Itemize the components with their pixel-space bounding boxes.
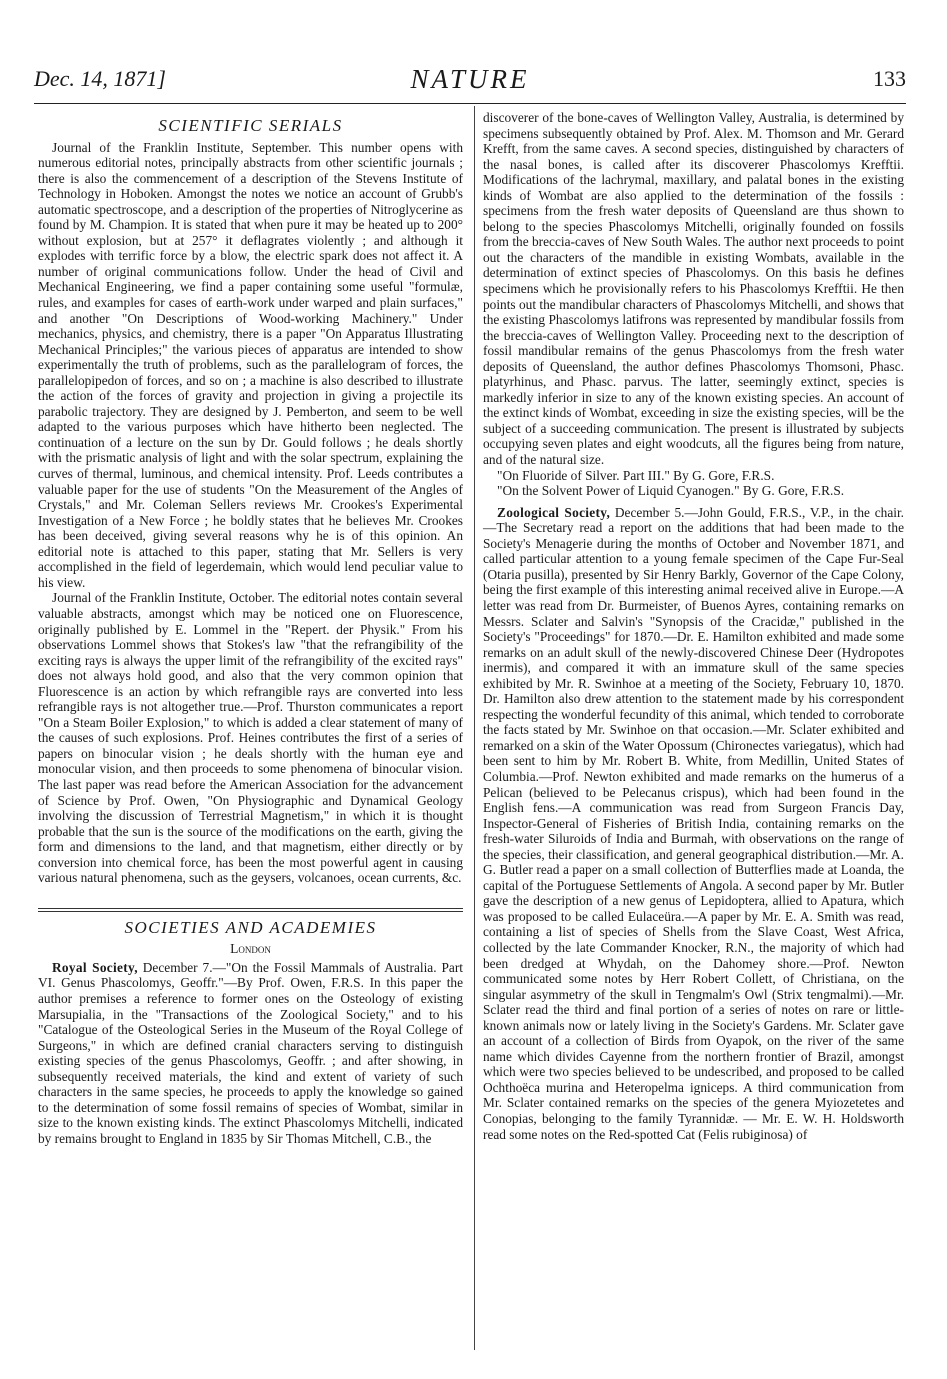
subsection-london: London xyxy=(230,941,271,957)
paragraph-phascolomys-cont: discoverer of the bone-caves of Wellington Valley, Australia, is determined by specimens subsequently obtained by Prof. Alex. M. Thomson and Mr. Gerard Krefft, from the same caves. A second species, distinguished by characters of the nasal bones, is called after its discoverer Phascolomys Krefftii. Modifications of the lachrymal, maxillary, and palatal bones in the existing kinds of Wombat are also applied to the determination of the fossils : specimens from the fresh water deposits of Queensland are thus shown to belong to the species Phascolomys Mitchelli, originally founded on fossils from the breccia-caves of New South Wales. The author next proceeds to point out the characters of the mandible in existing Wombats, available in the determination of extinct species of Phascolomys. On this basis he defines specimens which he provisionally refers to his Phascolomys Krefftii. He then points out the mandibular characters of Phascolomys Mitchelli, and shows that the existing Phascolomys latifrons was represented by mandibular fossils from the breccia-caves of Wellington Valley. Proceeding next to the description of fossil mandibular remains of the genus Phascolomys from the fresh water deposits of Queensland, the author defines Phascolomys Thomsoni, Phasc. platyrhinus, and Phasc. parvus. The latter, seemingly extinct, species is markedly inferior in size to any of the known existing species. An account of the extinct kinds of Wombat, exceeding in size the existing species, will be the subject of a succeeding communication. The present is illustrated by subjects occupying seven plates and eight woodcuts, all the figures being from nature, and of the natural size. xyxy=(483,110,904,468)
royal-society-text: December 7.—"On the Fossil Mammals of Australia. Part VI. Genus Phascolomys, Geoffr."—By Prof. Owen, F.R.S. In this paper the author premises a reference to former ones on the Osteology of existing Marsupialia, in the "Transactions of the Zoological Society," and to his "Catalogue of the Osteological Series in the Museum of the Royal College of Surgeons," in which are defined cranial characters serving to distinguish existing species of the genus Phascolomys, Geoffr. ; and after showing, in subsequently received materials, the kind and extent of variety of such characters in the same species, he proceeds to apply the knowledge so gained to the determination of some fossil remains of species of Wombat, similar in size to the known existing kinds. The extinct Phascolomys Mitchelli, indicated by remains brought to England in 1835 by Sir Thomas Mitchell, C.B., the xyxy=(38,959,463,1146)
issue-date: Dec. 14, 1871] xyxy=(34,66,166,91)
zoological-society-lead: Zoological Society, xyxy=(497,504,611,520)
page-header xyxy=(34,66,906,100)
page-number: 133 xyxy=(873,66,906,91)
paragraph-royal-society xyxy=(38,960,463,1147)
journal-title: NATURE xyxy=(410,64,530,94)
section-divider xyxy=(38,908,463,912)
zoological-society-text: December 5.—John Gould, F.R.S., V.P., in the chair.—The Secretary read a report on the additions that had been made to the Society's Menagerie during the months of October and November 1871, and called particular attention to a young female specimen of the Cape Fur-Seal (Otaria pusilla), presented by Sir Henry Barkly, Governor of the Cape Colony, being the first example of this interesting animal received alive in Europe.—A letter was read from Dr. Burmeister, of Buenos Ayres, containing remarks on Messrs. Sclater and Salvin's "Synopsis of the Cracidæ," published in the Society's "Proceedings" for 1870.—Dr. E. Hamilton exhibited and made some remarks on an adult skull of the newly-discovered Chinese Deer (Hydropotes inermis), and compared it with an immature skull of the same species exhibited by Mr. R. Swinhoe at a meeting of the Society, February 10, 1870. Dr. Hamilton also drew attention to the statement made by his correspondent respecting the wonderful fecundity of this animal, which tended to corroborate the facts stated by Mr. Swinhoe on that occasion.—Mr. Sclater exhibited and remarked on a skin of the Water Opossum (Chironectes variegatus), which had been sent to him by Mr. Robert B. White, from Medillin, United States of Columbia.—Prof. Newton exhibited and made remarks on the humerus of a Pelican (believed to be Pelecanus crispus), which had been found in the English fens.—A communication was read from Surgeon Francis Day, Inspector-General of Fisheries of British India, containing remarks on the fresh-water Siluroids of India and Burmah, with observations on the range of the species, their classification, and general geographical distribution.—Mr. A. G. Butler read a paper on a small collection of Butterflies made at Loanda, the capital of the Portuguese Settlements of Angola. A second paper by Mr. Butler gave the description of a new genus of Lepidoptera, allied to Apatura, which was proposed to be called Eulaceüra.—A paper by Mr. E. A. Smith was read, containing a list of species of Shells from the Slave Coast, West Africa, collected by the late Commander Knocker, R.N., the majority of which had been dredged at Whydah, on the Dahomey shore.—Prof. Newton communicated some notes by Herr Robert Collett, of Christiana, on the singular asymmetry of the skull in Tengmalm's Owl (Strix tengmalmi).—Mr. Sclater read the third and final portion of a series of notes on rare or little-known animals now or lately living in the Society's Gardens. Mr. Sclater gave an account of a collection of Birds from Oyapok, on the river of the same name which divides Cayenne from the northern frontier of Brazil, amongst which were two species believed to be undescribed, and proposed to be called Ochthoëca murina and Heteropelma igniceps. A third communication from Mr. Sclater contained remarks on the species of the genera Myiozetetes and Conopias, belonging to the family Tyrannidæ. — Mr. E. W. H. Holdsworth read some notes on the Red-spotted Cat (Felis rubiginosa) of xyxy=(483,504,904,1142)
column-rule xyxy=(474,106,475,1350)
paragraph-fluoride-silver: "On Fluoride of Silver. Part III." By G. Gore, F.R.S. xyxy=(497,467,775,483)
section-title-societies: SOCIETIES AND ACADEMIES xyxy=(124,917,377,937)
paragraph-franklin-october: Journal of the Franklin Institute, October. The editorial notes contain several valuable abstracts, amongst which may be noticed one on Fluorescence, originally published by E. Lommel in the "Repert. der Physik." From his observations Lommel shows that Stokes's law "that the refrangibility of the exciting rays is always the upper limit of the refrangibility of the excited rays" does not always hold good, and also that the very common opinion that Fluorescence is an action by which refrangible rays are converted into less refrangible rays is not altogether true.—Prof. Thurston communicates a report "On a Steam Boiler Explosion," to which is added a clear statement of many of the causes of such explosions. Prof. Heines contributes the first of a series of papers on binocular vision ; he deals shortly with the human eye and monocular vision, and then proceeds to some phenomena of binocular vision. The last paper was read before the American Association for the advancement of Science by Prof. Owen, "On Physiographic and Dynamical Geology involving the discussion of Terrestrial Magnetism," in which it is thought probable that the sun is the source of the modifications on the earth, giving the form and dimensions to the land, and that magnetism, either directly or by conversion into chemical force, has been the most powerful agent in causing various natural phenomena, such as the geysers, volcanoes, ocean currents, &c. xyxy=(38,590,463,886)
right-column xyxy=(483,110,904,1142)
royal-society-lead: Royal Society, xyxy=(52,959,138,975)
header-rule xyxy=(34,103,906,104)
paragraph-liquid-cyanogen: "On the Solvent Power of Liquid Cyanogen." By G. Gore, F.R.S. xyxy=(497,483,845,499)
section-title-scientific-serials: SCIENTIFIC SERIALS xyxy=(158,116,343,135)
paragraph-zoological-society xyxy=(483,505,904,1142)
left-column xyxy=(38,110,463,1146)
paragraph-franklin-september: Journal of the Franklin Institute, September. This number opens with numerous editorial notes, principally abstracts from other scientific journals ; there is also the commencement of a description of the Stevens Institute of Technology in Hoboken. Amongst the notes we notice an account of Grubb's automatic spectroscope, and a description of the properties of Nitroglycerine as found by M. Champion. It is stated that when pure it may be heated up to 200° without explosion, but at 257° it deflagrates violently ; and although it explodes with terrific force by a blow, the electric spark does not affect it. A number of original communications follow. Under the head of Civil and Mechanical Engineering, we find a paper containing some useful "formulæ, rules, and examples for cases of earth-work under warped and plain surfaces," and another "On Descriptions of Wood-working Machinery." Under mechanics, physics, and chemistry, there is a paper "On Apparatus Illustrating Mechanical Principles;" the various pieces of apparatus are intended to show experimentally the truth of problems, such as the parallelogram of forces, the parallelopipedon of forces, and so on ; a machine is also described to illustrate the action of the forces of gravity and projection in giving a projectile its parabolic trajectory. They are designed by J. Pemberton, and seem to be well adapted to the various purposes which have hitherto been neglected. The continuation of a lecture on the sun by Dr. Gould follows ; he deals shortly with the prismatic analysis of light and with the solar spectrum, explaining the curves of thermal, luminous, and chemical intensity. Prof. Leeds contributes a valuable paper for the use of students "On the Measurement of the Angles of Crystals," and Mr. Coleman Sellers reviews Mr. Crookes's Experimental Investigation of a New Force ; he boldly states that he believes Mr. Crookes has been deceived, giving several reasons why he is of this opinion. An editorial note is attached to this paper, stating that Mr. Sellers is very accomplished in the field of legerdemain, which would lend peculiar value to his view. xyxy=(38,139,463,590)
